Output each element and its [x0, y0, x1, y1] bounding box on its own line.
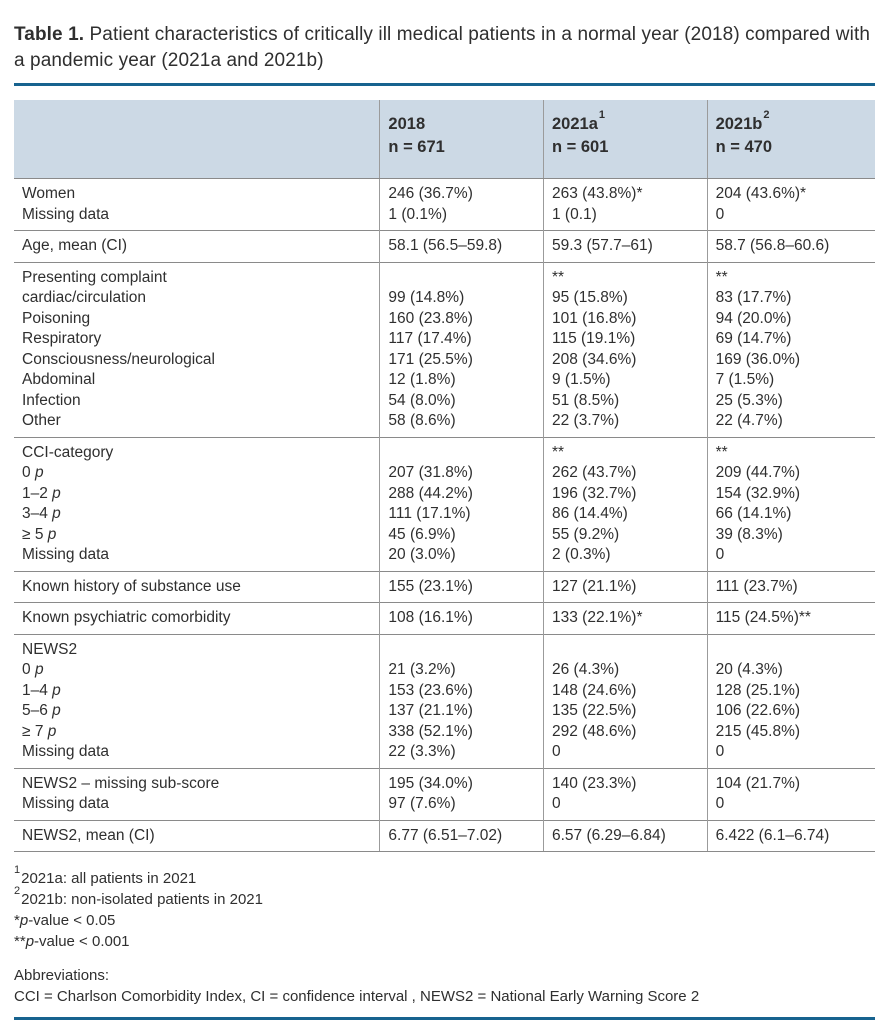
italic-text: p: [52, 681, 61, 699]
value-line: 6.422 (6.1–6.74): [715, 826, 830, 844]
value-line: 0: [715, 205, 725, 223]
italic-text: p: [19, 912, 29, 929]
footnote-marker: 2: [14, 885, 21, 897]
value-line: 99 (14.8%): [388, 289, 465, 306]
value-line: 20 (4.3%): [715, 661, 783, 678]
value-cell: [380, 179, 544, 231]
header-n: n = 671: [388, 138, 445, 156]
value-line: 0: [715, 743, 725, 760]
value-line: **: [715, 268, 728, 286]
value-line: 0: [715, 546, 725, 563]
row-label-line: 0 p: [22, 661, 44, 678]
table-header: [14, 100, 875, 179]
value-cell: [380, 262, 544, 437]
header-n: n = 470: [715, 138, 772, 156]
value-line: 54 (8.0%): [388, 391, 456, 409]
value-cell: [707, 231, 875, 263]
value-line: 117 (17.4%): [388, 330, 472, 347]
italic-text: p: [52, 484, 61, 502]
row-label-line: Presenting complaint: [22, 268, 167, 286]
value-line: 69 (14.7%): [715, 330, 792, 347]
table-caption-text: Patient characteristics of critically ill medical patients in a normal year (2018) compared with a pandemic year (2021a and 2021b): [14, 24, 870, 71]
value-line: 1 (0.1%): [388, 205, 448, 223]
header-row: [14, 100, 875, 179]
value-line: 207 (31.8%): [388, 464, 473, 481]
row-label-line: Consciousness/neurological: [22, 350, 216, 368]
value-line: 196 (32.7%): [552, 484, 637, 502]
value-line: 133 (22.1%)*: [552, 609, 643, 626]
value-line: 51 (8.5%): [552, 391, 620, 409]
value-line: 262 (43.7%): [552, 464, 637, 481]
value-line: 204 (43.6%)*: [715, 185, 807, 202]
value-cell: [544, 179, 708, 231]
value-cell: [380, 571, 544, 603]
table-caption-label: Table 1.: [14, 24, 85, 45]
row-label-line: Poisoning: [22, 309, 91, 327]
value-line: [716, 640, 867, 661]
row-label-line: NEWS2, mean (CI): [22, 826, 155, 844]
value-cell: [544, 768, 708, 820]
value-line: 2 (0.3%): [552, 546, 611, 563]
table-row-group-7: [14, 768, 875, 820]
header-col-2021b: [707, 100, 875, 179]
row-label-line: NEWS2: [22, 640, 78, 658]
value-line: 12 (1.8%): [388, 371, 456, 388]
header-year: 2018: [388, 115, 426, 133]
value-cell: [544, 231, 708, 263]
value-line: 104 (21.7%): [715, 774, 801, 792]
row-label-line: NEWS2 – missing sub-score: [22, 774, 220, 792]
value-cell: [707, 634, 875, 768]
value-line: 288 (44.2%): [388, 484, 473, 502]
value-cell: [380, 768, 544, 820]
value-line: 39 (8.3%): [715, 525, 783, 543]
header-col-characteristic: [14, 100, 380, 179]
table-row-group-6: [14, 634, 875, 768]
value-line: 169 (36.0%): [715, 350, 801, 368]
row-label-line: Missing data: [22, 546, 110, 563]
value-line: **: [552, 443, 565, 461]
footnote-line-1: $^1$2021a: all patients in 2021: [14, 864, 197, 887]
value-line: 215 (45.8%): [715, 722, 801, 740]
value-line: 9 (1.5%): [552, 371, 611, 388]
value-line: 338 (52.1%): [388, 722, 473, 740]
value-line: 108 (16.1%): [388, 609, 473, 626]
value-line: 127 (21.1%): [552, 577, 637, 595]
value-cell: [707, 820, 875, 852]
value-line: 0: [552, 743, 561, 760]
row-label-cell: [14, 179, 380, 231]
row-label-cell: [14, 437, 380, 571]
table-row-group-1: [14, 231, 875, 263]
value-cell: [380, 603, 544, 635]
value-line: 59.3 (57.7–61): [552, 237, 653, 254]
italic-text: p: [47, 722, 57, 740]
patient-characteristics-table: [14, 100, 875, 852]
value-line: 115 (19.1%): [552, 330, 636, 347]
value-line: 58.7 (56.8–60.6): [715, 237, 830, 254]
value-line: 140 (23.3%): [552, 774, 637, 792]
value-line: 45 (6.9%): [388, 525, 456, 543]
value-cell: [544, 634, 708, 768]
italic-text: p: [34, 661, 44, 678]
row-label-line: ≥ 7 p: [22, 722, 57, 740]
value-line: 26 (4.3%): [552, 661, 620, 678]
value-cell: [380, 634, 544, 768]
row-label-cell: [14, 820, 380, 852]
value-line: 195 (34.0%): [388, 774, 473, 792]
abbreviations-text: CCI = Charlson Comorbidity Index, CI = confidence interval , NEWS2 = National Early Warning Score 2: [14, 988, 700, 1005]
row-label-line: 5–6 p: [22, 702, 61, 719]
value-line: 246 (36.7%): [388, 185, 473, 202]
row-label-line: Abdominal: [22, 371, 96, 388]
value-cell: [544, 262, 708, 437]
value-line: 0: [715, 795, 725, 812]
row-label-line: Women: [22, 185, 76, 202]
value-line: [388, 268, 535, 289]
value-line: 111 (23.7%): [715, 577, 798, 595]
value-cell: [707, 262, 875, 437]
value-line: 148 (24.6%): [552, 681, 637, 699]
abbreviations: [14, 965, 875, 1007]
value-line: 97 (7.6%): [388, 795, 456, 812]
table-row-group-8: [14, 820, 875, 852]
value-cell: [544, 571, 708, 603]
value-line: 22 (4.7%): [715, 412, 783, 429]
row-label-line: cardiac/circulation: [22, 289, 147, 306]
row-label-cell: [14, 262, 380, 437]
row-label-line: 0 p: [22, 464, 44, 481]
header-footnote-marker: 2: [763, 108, 770, 121]
table-row-group-4: [14, 571, 875, 603]
row-label-line: Infection: [22, 391, 81, 409]
value-line: [552, 640, 699, 661]
row-label-line: Known psychiatric comorbidity: [22, 609, 231, 626]
value-line: 111 (17.1%): [388, 505, 471, 522]
header-n: n = 601: [552, 138, 609, 156]
row-label-line: Respiratory: [22, 330, 102, 347]
value-line: 6.57 (6.29–6.84): [552, 826, 666, 844]
value-line: 20 (3.0%): [388, 546, 456, 563]
value-line: 95 (15.8%): [552, 289, 628, 306]
row-label-line: Age, mean (CI): [22, 237, 128, 254]
value-line: 106 (22.6%): [715, 702, 801, 719]
value-line: 25 (5.3%): [715, 391, 783, 409]
value-line: 22 (3.7%): [552, 412, 620, 429]
table-row-group-2: [14, 262, 875, 437]
header-year: 2021b: [715, 115, 763, 133]
value-line: 154 (32.9%): [715, 484, 801, 502]
value-line: 22 (3.3%): [388, 743, 456, 760]
value-cell: [544, 603, 708, 635]
value-line: 66 (14.1%): [715, 505, 792, 522]
value-line: 128 (25.1%): [715, 681, 801, 699]
value-line: 58.1 (56.5–59.8): [388, 237, 503, 254]
header-footnote-marker: 1: [598, 108, 606, 121]
row-label-line: Missing data: [22, 743, 110, 760]
value-cell: [707, 571, 875, 603]
value-cell: [707, 179, 875, 231]
row-label-cell: [14, 571, 380, 603]
value-line: 7 (1.5%): [715, 371, 775, 388]
value-line: **: [715, 443, 728, 461]
value-cell: [380, 231, 544, 263]
italic-text: p: [47, 525, 57, 543]
value-cell: [707, 437, 875, 571]
italic-text: p: [52, 702, 61, 719]
row-label-cell: [14, 634, 380, 768]
value-line: 208 (34.6%): [552, 350, 637, 368]
table-row-group-3: [14, 437, 875, 571]
value-line: 155 (23.1%): [388, 577, 473, 595]
value-cell: [707, 603, 875, 635]
value-line: 83 (17.7%): [715, 289, 792, 306]
table-row-group-0: [14, 179, 875, 231]
row-label-cell: [14, 231, 380, 263]
table-caption: [14, 22, 875, 74]
header-col-2021a: [544, 100, 708, 179]
table-body: [14, 179, 875, 852]
row-label-line: Other: [22, 412, 61, 429]
top-rule: [14, 83, 875, 86]
row-label-line: 1–2 p: [22, 484, 61, 502]
italic-text: p: [34, 464, 44, 481]
row-label-cell: [14, 768, 380, 820]
value-line: 160 (23.8%): [388, 309, 473, 327]
value-line: 101 (16.8%): [552, 309, 637, 327]
value-line: 55 (9.2%): [552, 525, 620, 543]
row-label-line: Missing data: [22, 205, 110, 223]
footnote-line-4: **p-value < 0.001: [14, 933, 130, 950]
row-label-line: ≥ 5 p: [22, 525, 57, 543]
value-line: 58 (8.6%): [388, 412, 456, 429]
row-label-line: CCI-category: [22, 443, 114, 461]
italic-text: p: [52, 505, 61, 522]
row-label-line: 1–4 p: [22, 681, 61, 699]
value-line: 209 (44.7%): [715, 464, 801, 481]
value-cell: [707, 768, 875, 820]
value-line: 115 (24.5%)**: [715, 609, 811, 626]
value-cell: [380, 820, 544, 852]
value-cell: [380, 437, 544, 571]
value-line: 171 (25.5%): [388, 350, 473, 368]
italic-text: p: [25, 933, 35, 950]
bottom-rule: [14, 1017, 875, 1020]
value-line: 0: [552, 795, 561, 812]
value-line: 292 (48.6%): [552, 722, 637, 740]
value-line: 135 (22.5%): [552, 702, 637, 719]
row-label-cell: [14, 603, 380, 635]
footnotes: [14, 864, 875, 952]
row-label-line: Known history of substance use: [22, 577, 241, 595]
value-line: **: [552, 268, 565, 286]
value-line: 137 (21.1%): [388, 702, 473, 719]
header-year: 2021a: [552, 115, 598, 133]
footnote-line-3: *p-value < 0.05: [14, 912, 116, 929]
header-col-2018: [380, 100, 544, 179]
value-line: 21 (3.2%): [388, 661, 456, 678]
value-cell: [544, 820, 708, 852]
abbreviations-title: Abbreviations:: [14, 967, 110, 984]
value-line: 263 (43.8%)*: [552, 185, 643, 202]
value-line: 86 (14.4%): [552, 505, 628, 522]
row-label-line: 3–4 p: [22, 505, 61, 522]
value-cell: [544, 437, 708, 571]
value-line: [388, 640, 535, 661]
value-line: 94 (20.0%): [715, 309, 792, 327]
value-line: 6.77 (6.51–7.02): [388, 826, 503, 844]
row-label-line: Missing data: [22, 795, 110, 812]
footnote-line-2: $^2$2021b: non-isolated patients in 2021: [14, 885, 263, 908]
value-line: [388, 443, 535, 464]
value-line: 1 (0.1): [552, 205, 597, 223]
footnote-marker: 1: [14, 864, 21, 876]
table-row-group-5: [14, 603, 875, 635]
value-line: 153 (23.6%): [388, 681, 473, 699]
